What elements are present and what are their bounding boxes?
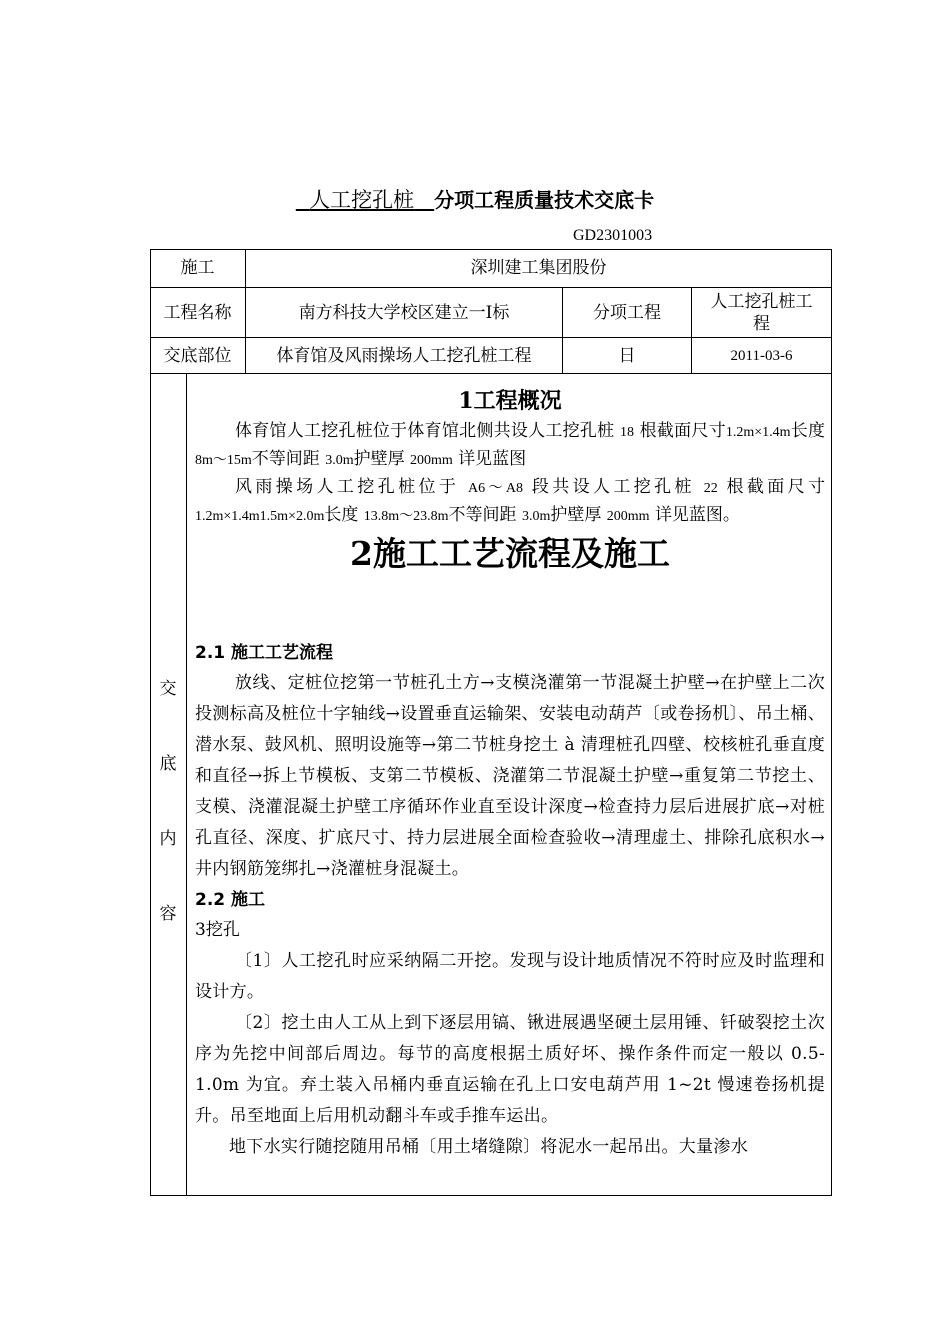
subsection-heading-excavation: 3挖孔 xyxy=(195,920,240,940)
title-project-name: 人工挖孔桩 xyxy=(309,188,415,212)
overview-paragraph-gym: 体育馆人工挖孔桩位于体育馆北侧共设人工挖孔桩 18 根截面尺寸1.2m×1.4m长度 8m～15m不等间距 3.0m护壁厚 200mm 详见蓝图 xyxy=(195,421,826,469)
process-flow-paragraph: 放线、定桩位挖第一节桩孔土方→支模浇灌第一节混凝土护壁→在护壁上二次投测标高及桩位十字轴线→设置垂直运输架、安装电动葫芦〔或卷扬机〕、吊土桶、潜水泵、鼓风机、照明设施等→第二节桩身挖土 à 清理桩孔四壁、校核桩孔垂直度和直径→拆上节模板、支第二节模板、浇灌第二节混凝土护壁→重复第二节挖土、支模、浇灌混凝土护壁工序循环作业直至设计深度→检查持力层后进展扩底→对桩孔直径、深度、扩底尺寸、持力层进展全面检查验收→清理虚土、排除孔底积水→井内钢筋笼绑扎→浇灌桩身混凝土。 xyxy=(195,673,825,879)
construction-company: 深圳建工集团股份 xyxy=(470,258,607,278)
subproject-value: 人工挖孔桩工程 xyxy=(710,291,813,334)
title-suffix: 分项工程质量技术交底卡 xyxy=(434,188,655,212)
subproject-label: 分项工程 xyxy=(593,302,661,323)
date-value: 2011-03-6 xyxy=(730,347,793,364)
project-name-value: 南方科技大学校区建立一Ⅰ标 xyxy=(298,302,510,323)
project-name-label: 工程名称 xyxy=(163,302,232,323)
disclosure-content xyxy=(195,384,825,1163)
subsection-heading-construction: 2.2 施工 xyxy=(195,890,266,910)
construction-label: 施工 xyxy=(180,258,215,278)
side-label-char-4: 容 xyxy=(159,904,177,924)
side-label-char-1: 交 xyxy=(159,679,177,699)
document-title xyxy=(0,184,950,216)
disclosure-location-value: 体育馆及风雨操场人工挖孔桩工程 xyxy=(276,345,532,366)
section-heading-overview: 1工程概况 xyxy=(458,388,562,414)
excavation-item-3: 地下水实行随挖随用吊桶〔用土堵缝隙〕将泥水一起吊出。大量渗水 xyxy=(229,1137,748,1157)
excavation-item-2: 〔2〕挖土由人工从上到下逐层用镐、锹进展遇坚硬土层用锤、钎破裂挖土次序为先挖中间部后周边。每节的高度根据土质好坏、操作条件而定一般以 0.5-1.0m 为宜。弃土装入吊桶内垂直运输在孔上口安电葫芦用 1~2t 慢速卷扬机提升。吊至地面上后用机动翻斗车或手推车运出。 xyxy=(195,1013,825,1126)
date-label: 日 xyxy=(618,345,636,366)
document-number: GD2301003 xyxy=(573,227,653,244)
side-label-char-3: 内 xyxy=(159,829,177,849)
excavation-item-1: 〔1〕人工挖孔时应采纳隔二开挖。发现与设计地质情况不符时应及时监理和设计方。 xyxy=(195,951,825,1002)
disclosure-location-label: 交底部位 xyxy=(163,345,232,366)
side-label-char-2: 底 xyxy=(159,754,177,774)
subsection-heading-flow: 2.1 施工工艺流程 xyxy=(195,643,334,663)
section-heading-process: 2施工工艺流程及施工 xyxy=(350,534,670,573)
overview-paragraph-playground: 风雨操场人工挖孔桩位于 A6～A8 段共设人工挖孔桩 22 根截面尺寸1.2m×1.4m1.5m×2.0m长度 13.8m～23.8m不等间距 3.0m护壁厚 200mm 详见蓝图。 xyxy=(195,477,826,525)
